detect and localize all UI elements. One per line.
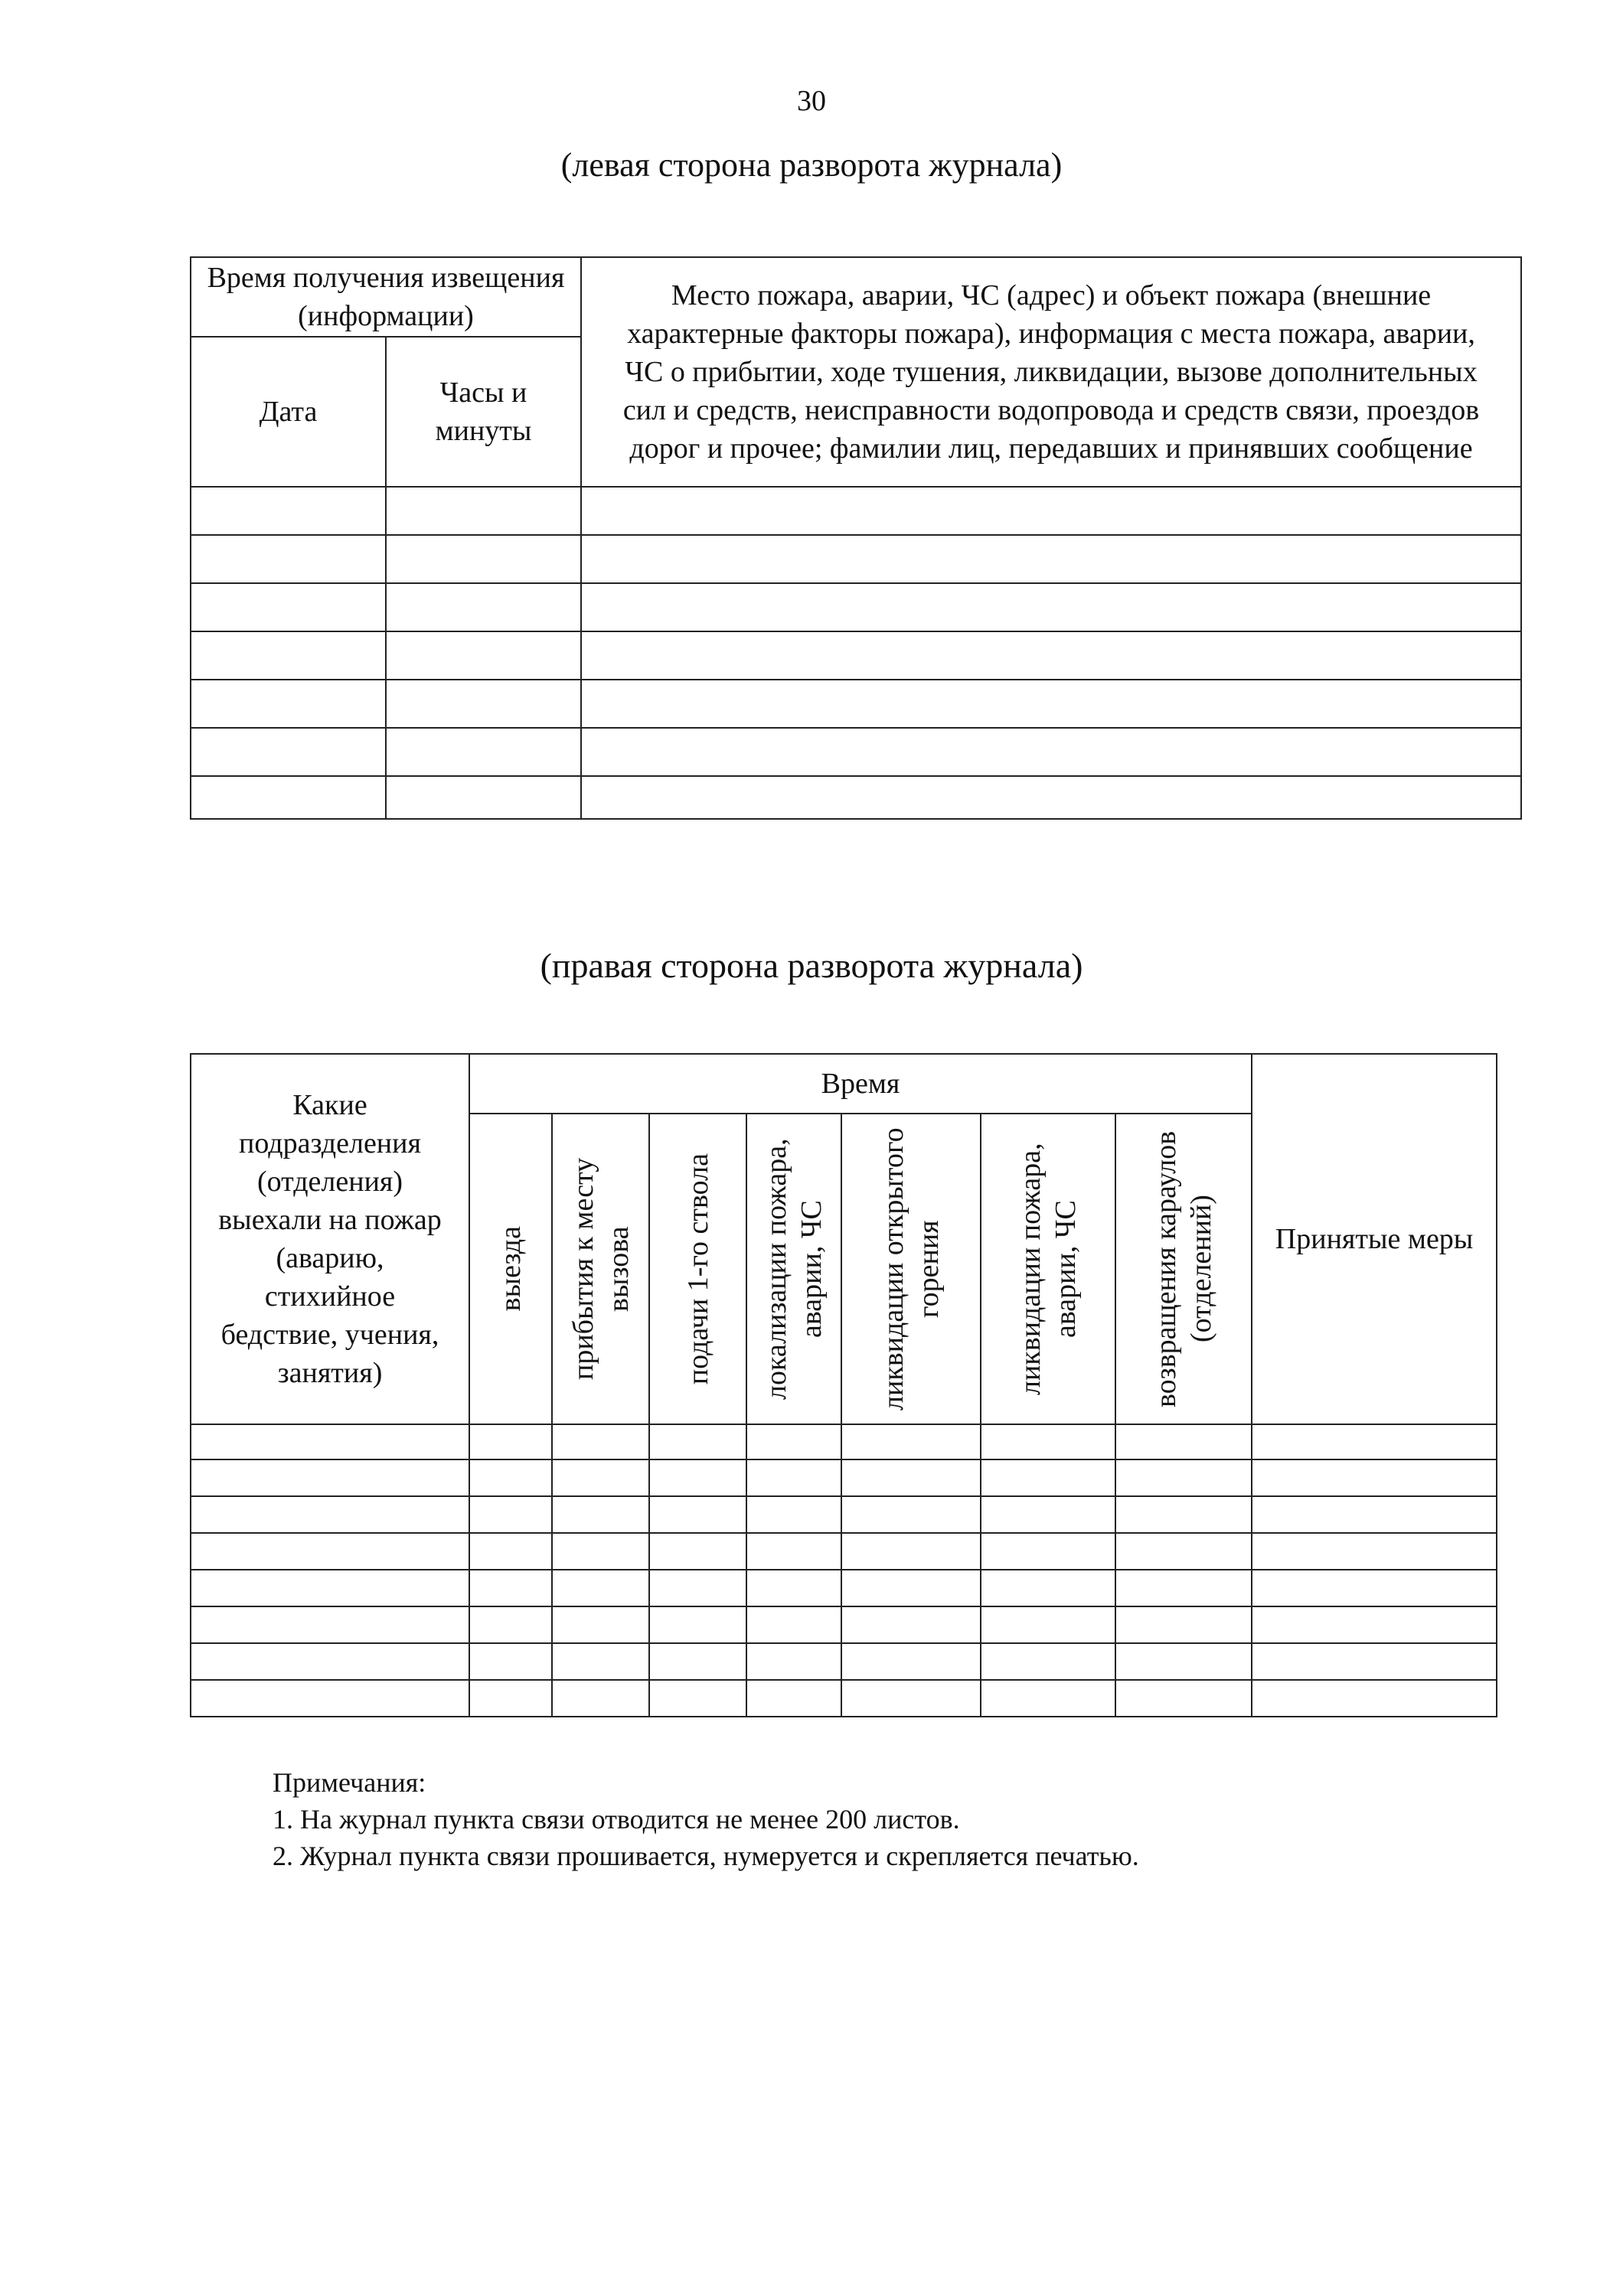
right-table-cell — [746, 1459, 841, 1496]
right-table-cell — [191, 1496, 469, 1533]
right-table-cell — [841, 1680, 981, 1717]
right-table-cell — [841, 1424, 981, 1459]
right-table-cell — [746, 1424, 841, 1459]
header-time-column — [746, 1114, 841, 1424]
left-table-cell — [581, 776, 1521, 819]
right-table-cell — [841, 1570, 981, 1606]
time-column-label: возвращения караулов (отделений) — [1150, 1130, 1218, 1407]
right-table-cell — [1115, 1533, 1252, 1570]
right-table-cell — [841, 1459, 981, 1496]
header-units: Какие подразделения (отделения) выехали на пожар (аварию, стихийное бедствие, учения, занятия) — [191, 1054, 469, 1424]
right-table-cell — [1252, 1424, 1497, 1459]
right-table-cell — [746, 1643, 841, 1680]
right-table-cell — [981, 1533, 1115, 1570]
right-table-cell — [552, 1606, 649, 1643]
right-table-cell — [1115, 1496, 1252, 1533]
right-table-cell — [981, 1570, 1115, 1606]
left-table-row — [191, 487, 1521, 535]
right-table-cell — [552, 1680, 649, 1717]
right-table-cell — [1252, 1459, 1497, 1496]
right-table-cell — [469, 1680, 552, 1717]
right-table-cell — [649, 1424, 746, 1459]
left-table-cell — [191, 680, 386, 728]
time-column-label: выезда — [495, 1226, 527, 1312]
right-table-cell — [746, 1570, 841, 1606]
left-table-row — [191, 535, 1521, 583]
right-table-cell — [469, 1496, 552, 1533]
left-table-cell — [581, 631, 1521, 680]
header-time-column — [981, 1114, 1115, 1424]
right-table-row — [191, 1459, 1497, 1496]
right-table-cell — [841, 1533, 981, 1570]
notes — [273, 1764, 1139, 1874]
right-table-cell — [1115, 1570, 1252, 1606]
left-table-cell — [191, 487, 386, 535]
left-table-row — [191, 680, 1521, 728]
right-table-cell — [191, 1459, 469, 1496]
right-table-cell — [981, 1496, 1115, 1533]
header-date: Дата — [191, 337, 386, 487]
right-table-cell — [469, 1424, 552, 1459]
right-table-cell — [469, 1570, 552, 1606]
left-table-cell — [581, 535, 1521, 583]
left-table-cell — [386, 680, 581, 728]
page-number: 30 — [797, 85, 826, 117]
left-table-cell — [386, 487, 581, 535]
right-table-cell — [1252, 1533, 1497, 1570]
left-journal-table — [190, 256, 1522, 820]
left-table-cell — [386, 776, 581, 819]
right-table-cell — [191, 1606, 469, 1643]
right-table-cell — [649, 1680, 746, 1717]
right-table-cell — [1115, 1606, 1252, 1643]
left-table-cell — [191, 535, 386, 583]
header-location: Место пожара, аварии, ЧС (адрес) и объект пожара (внешние характерные факторы пожара), информация с места пожара, аварии, ЧС о прибытии, ходе тушения, ликвидации, вызове дополнительных сил и средств, неисправности водопровода и средств связи, проездов дорог и прочее; фамилии лиц, передавших и принявших сообщение — [581, 257, 1521, 487]
right-table-cell — [981, 1680, 1115, 1717]
left-table-cell — [386, 728, 581, 776]
right-table-cell — [469, 1643, 552, 1680]
right-table-cell — [649, 1643, 746, 1680]
left-table-cell — [191, 728, 386, 776]
header-time-column — [552, 1114, 649, 1424]
left-table-cell — [581, 583, 1521, 631]
right-table-cell — [191, 1570, 469, 1606]
notes-title: Примечания: — [273, 1767, 426, 1798]
left-table-row — [191, 776, 1521, 819]
right-table-cell — [552, 1643, 649, 1680]
left-side-caption: (левая сторона разворота журнала) — [560, 146, 1063, 184]
right-table-cell — [1115, 1643, 1252, 1680]
left-table-row — [191, 728, 1521, 776]
right-table-cell — [746, 1680, 841, 1717]
header-time-column — [649, 1114, 746, 1424]
right-table-cell — [1252, 1496, 1497, 1533]
header-time-column — [1115, 1114, 1252, 1424]
right-table-cell — [841, 1496, 981, 1533]
right-table-cell — [1115, 1424, 1252, 1459]
right-table-row — [191, 1424, 1497, 1459]
right-table-cell — [191, 1424, 469, 1459]
left-table-cell — [581, 680, 1521, 728]
right-table-cell — [552, 1533, 649, 1570]
left-table-cell — [386, 631, 581, 680]
right-table-cell — [649, 1496, 746, 1533]
left-table-cell — [386, 535, 581, 583]
right-table-cell — [1115, 1680, 1252, 1717]
right-table-cell — [191, 1533, 469, 1570]
right-table-cell — [841, 1643, 981, 1680]
left-table-row — [191, 583, 1521, 631]
right-table-cell — [746, 1606, 841, 1643]
right-table-cell — [552, 1424, 649, 1459]
right-table-row — [191, 1680, 1497, 1717]
right-table-cell — [552, 1459, 649, 1496]
right-table-cell — [552, 1570, 649, 1606]
header-time-received: Время получения извещения (информации) — [191, 257, 581, 337]
right-table-cell — [981, 1459, 1115, 1496]
time-column-label: подачи 1-го ствола — [681, 1153, 714, 1385]
time-column-label: ликвидации открытого горения — [877, 1127, 945, 1411]
right-table-cell — [649, 1459, 746, 1496]
right-table-cell — [191, 1680, 469, 1717]
right-table-cell — [552, 1496, 649, 1533]
time-column-label: прибытия к месту вызова — [567, 1157, 635, 1381]
right-table-cell — [1252, 1606, 1497, 1643]
right-table-cell — [469, 1459, 552, 1496]
time-column-label: локализации пожара, аварии, ЧС — [760, 1138, 828, 1400]
right-table-cell — [469, 1606, 552, 1643]
left-table-cell — [191, 583, 386, 631]
right-table-cell — [746, 1496, 841, 1533]
right-table-cell — [649, 1533, 746, 1570]
note-item-1: 1. На журнал пункта связи отводится не менее 200 листов. — [273, 1804, 960, 1835]
left-table-cell — [191, 631, 386, 680]
right-table-cell — [746, 1533, 841, 1570]
right-table-cell — [981, 1643, 1115, 1680]
left-table-cell — [581, 728, 1521, 776]
left-table-cell — [191, 776, 386, 819]
right-side-caption: (правая сторона разворота журнала) — [540, 946, 1083, 985]
left-table-cell — [386, 583, 581, 631]
right-table-cell — [1252, 1643, 1497, 1680]
right-journal-table — [190, 1053, 1497, 1717]
header-time-column — [469, 1114, 552, 1424]
right-table-row — [191, 1606, 1497, 1643]
right-table-cell — [649, 1570, 746, 1606]
right-table-cell — [981, 1424, 1115, 1459]
note-item-2: 2. Журнал пункта связи прошивается, нумеруется и скрепляется печатью. — [273, 1841, 1139, 1871]
right-table-cell — [649, 1606, 746, 1643]
right-table-row — [191, 1643, 1497, 1680]
right-table-row — [191, 1533, 1497, 1570]
header-time: Время — [469, 1054, 1252, 1114]
left-table-row — [191, 631, 1521, 680]
right-table-cell — [191, 1643, 469, 1680]
header-measures: Принятые меры — [1252, 1054, 1497, 1424]
right-table-row — [191, 1570, 1497, 1606]
right-table-row — [191, 1496, 1497, 1533]
right-table-cell — [1252, 1570, 1497, 1606]
right-table-cell — [981, 1606, 1115, 1643]
right-table-cell — [841, 1606, 981, 1643]
left-table-body — [191, 487, 1521, 819]
time-column-label: ликвидации пожара, аварии, ЧС — [1014, 1143, 1082, 1395]
left-table-cell — [581, 487, 1521, 535]
right-table-cell — [469, 1533, 552, 1570]
right-table-body — [191, 1424, 1497, 1717]
right-table-cell — [1252, 1680, 1497, 1717]
right-table-cell — [1115, 1459, 1252, 1496]
header-time-column — [841, 1114, 981, 1424]
header-hours-minutes: Часы и минуты — [386, 337, 581, 487]
